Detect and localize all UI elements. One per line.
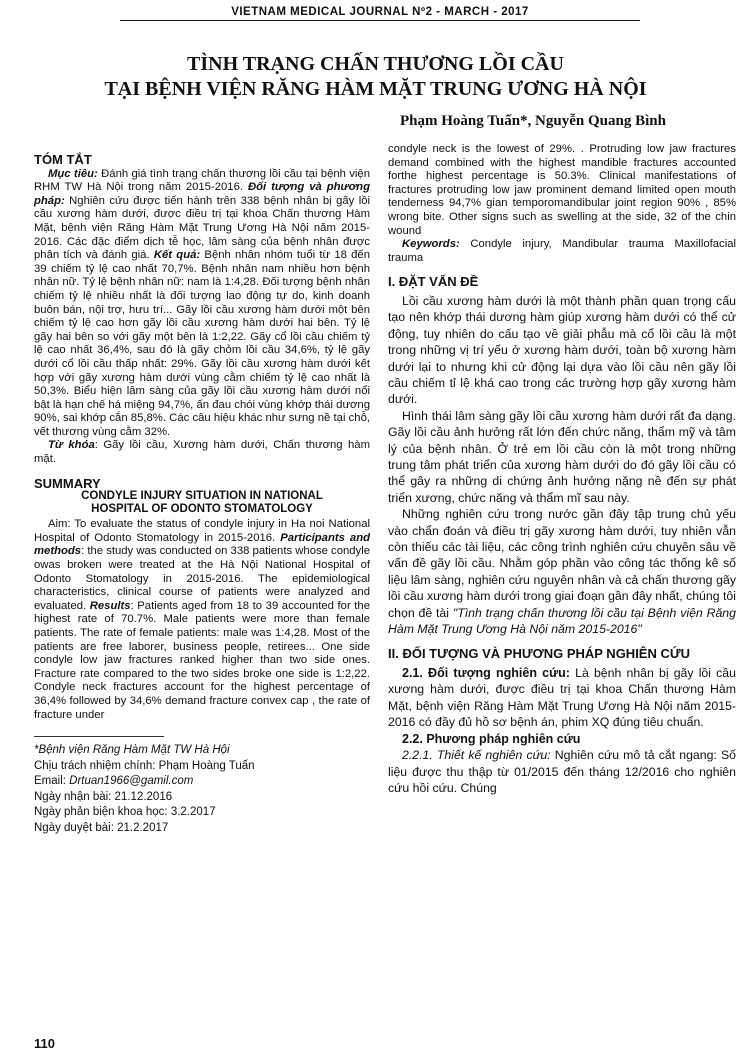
footnote-received: Ngày nhận bài: 21.12.2016 [34, 790, 173, 803]
aim-text: Đánh giá tình trạng chấn thương lồi cầu tại bệnh viện RHM TW Hà Nội trong năm 2015-2016. [34, 167, 370, 194]
footnote-divider [34, 736, 164, 737]
en-results-text: : Patients aged from 18 to 39 accounted for the highest rate of 70.7%. Male patients were more than female patients. The rate of female patients: male was 1:4,28. Most of the patients are free laborer, business people, retirees... One side condyle low jaw fractures ranked higher than two side ones. Fracture rate compared to the two sides broke one side is 1:2,22. Condyle neck fractures account for the highest percentage of 36,4% followed by 34,6% demand fracture convex cap , the rate of fracture under [34, 599, 370, 721]
en-keywords [388, 238, 736, 265]
en-summary-continued: condyle neck is the lowest of 29%. . Protruding low jaw fractures demand combined with the highest mandible fractures accounted forthe highest percentage is 50.3%. Clinical manifestations of fractures protruding low jaw prominent demand limited open mouth tenderness 94,7% gian temporomandibular joint region 90% , 85% wrong bite. Other signs such as swelling at the side, 32 of the chin wound [388, 143, 736, 237]
authors: Phạm Hoàng Tuấn*, Nguyễn Quang Bình [400, 113, 666, 129]
vn-keywords [34, 439, 370, 466]
title-line-2: TẠI BỆNH VIỆN RĂNG HÀM MẶT TRUNG ƯƠNG HÀ NỘI [104, 78, 647, 100]
email-address: Drtuan1966@gamil.com [69, 775, 194, 788]
vn-keywords-text: : Gãy lồi cầu, Xương hàm dưới, Chấn thương hàm mặt. [34, 439, 370, 466]
right-column [388, 143, 736, 796]
subsection-2-1-label: 2.1. Đối tượng nghiên cứu: [402, 666, 570, 681]
subsection-2-2-1-text: Nghiên cứu mô tả cắt ngang: Số liệu được thu thập từ 01/2015 đến tháng 12/2016 cho nghiên cứu hồi cứu. Chúng [388, 748, 736, 795]
summary-subtitle [34, 490, 370, 516]
footnote-reviewed: Ngày phản biện khoa học: 3.2.2017 [34, 806, 216, 819]
methods-body [388, 665, 736, 796]
en-keywords-text: Condyle injury, Mandibular trauma Maxillofacial trauma [388, 238, 736, 264]
study-title-quote: "Tình trạng chấn thương lồi cầu tại Bệnh viện Răng Hàm Mặt Trung Ương Hà Nội năm 2015-2016" [388, 605, 736, 637]
participants-label: Participants and methods [34, 531, 370, 558]
methods-label: Đối tượng và phương pháp: [34, 181, 370, 207]
subsection-2-1 [388, 665, 736, 731]
title-line-1: TÌNH TRẠNG CHẤN THƯƠNG LỒI CẦU [187, 53, 564, 75]
results-label: Kết quả: [153, 249, 201, 262]
summary-subtitle-line-2: HOSPITAL OF ODONTO STOMATOLOGY [91, 503, 313, 516]
journal-header: VIETNAM MEDICAL JOURNAL Nº2 - MARCH - 2017 [120, 6, 640, 21]
footnote-affiliation: *Bệnh viện Răng Hàm Mặt TW Hà Hội [34, 744, 230, 757]
intro-paragraph-1: Lồi cầu xương hàm dưới là một thành phần quan trọng cấu tạo nên khớp thái dương hàm giúp xương hàm dưới có thể cử động, tuy nhiên do cấu tạo về giải phẫu mà cổ lồi cầu là một trong những vị trí yếu ở xương hàm dưới, toàn bộ xương hàm dưới lại to nhưng khi cử động lại dựa vào lồi cầu nên gãy lồi cầu chiếm tỉ lệ khá cao trong các trường hợp gãy xương hàm dưới. [388, 293, 736, 407]
section-1-heading: I. ĐẶT VẤN ĐỀ [388, 274, 479, 290]
section-2-heading: II. ĐỐI TƯỢNG VÀ PHƯƠNG PHÁP NGHIÊN CỨU [388, 646, 691, 662]
summary-subtitle-line-1: CONDYLE INJURY SITUATION IN NATIONAL [81, 490, 323, 503]
aim-label: Mục tiêu: [48, 167, 98, 180]
footnote [34, 743, 370, 836]
en-summary-body [34, 518, 370, 722]
email-label: Email: [34, 775, 70, 788]
en-aim-text: Aim: To evaluate the status of condyle injury in Ha noi National Hospital of Odonto Stomatology in 2015-2016. [34, 518, 370, 544]
vn-keywords-label: Từ khóa [48, 439, 95, 452]
left-column [34, 143, 370, 836]
vn-abstract-body [34, 168, 370, 440]
en-keywords-label: Keywords: [402, 238, 460, 251]
subsection-2-2-1-label: 2.2.1. Thiết kế nghiên cứu: [402, 748, 551, 763]
intro-paragraph-3-text: Những nghiên cứu trong nước gần đây tập trung chủ yếu vào chẩn đoán và điều trị gãy xương hàm dưới, tuy nhiên vẫn còn thiếu các tài liệu, các công trình nghiên cứu chuyên sâu về vấn đề gãy lồi cầu. Nhằm góp phần vào công tác thống kê số liệu lâm sàng, nghiên cứu nguyên nhân và cả chấn thương gãy lồi cầu xương hàm dưới trong giai đoạn gần đây nhất, chúng tôi chọn đề tài [388, 507, 736, 620]
summary-heading: SUMMARY [34, 475, 101, 491]
en-results-label: Results [89, 599, 131, 612]
footnote-approved: Ngày duyệt bài: 21.2.2017 [34, 821, 169, 834]
footnote-email [34, 774, 370, 790]
results-text: Bệnh nhân nhóm tuổi từ 18 đến 39 chiếm tỷ lệ cao nhất 70,7%. Bệnh nhân nam nhiều hơn bệnh nhân nữ. Tỷ lệ bệnh nhân nữ: nam là 1:4,28. Đối tượng bệnh nhân chiếm tỷ lệ nhiều nhất là đối tượng lao động tự do, kinh doanh buôn bán, nội trợ, hưu trí... Gãy lồi cầu xương hàm dưới một bên chiếm tỷ lệ cao hơn gãy lồi cầu xương hàm dưới hai bên. Tỷ lệ gãy hai bên so với gãy một bên là 1:2,22. Gãy cổ lồi cầu chiếm tỷ lệ cao nhất 36,4%, sau đó là gãy chỏm lồi cầu 34,6%, tỷ lệ gãy dưới cổ lồi cầu thấp nhất: 29%. Gãy lồi cầu xương hàm dưới kết hợp với gãy xương hàm dưới vùng cằm chiếm tỷ lệ cao nhất là 50,3%. Biểu hiện lâm sàng của gãy lồi cầu xương hàm dưới nổi bật là hạn chế há miệng 94,7%, ấn đau chói vùng khớp thái dương 90%, sai khớp cắn 85,8%. Các câu hiệu khác như sưng nề tại chỗ, vết thương vùng cằm 32%. [34, 249, 370, 438]
vn-abstract-heading: TÓM TẮT [34, 152, 92, 167]
page-number: 110 [34, 1036, 55, 1051]
intro-paragraph-3 [388, 506, 736, 637]
subsection-2-1-text: Là bệnh nhân bị gãy lồi cầu xương hàm dưới, được điều trị tại khoa Chấn thương Hàm Mặt, bệnh viện Răng Hàm Mặt Trung Ương Hà Nội năm 2015-2016 có đầy đủ hồ sơ bệnh án, phim XQ đúng tiêu chuẩn. [388, 666, 736, 730]
subsection-2-2-1 [388, 747, 736, 796]
footnote-responsible: Chịu trách nhiệm chính: Phạm Hoàng Tuấn [34, 759, 255, 772]
subsection-2-2-heading: 2.2. Phương pháp nghiên cứu [402, 731, 581, 746]
participants-text: : the study was conducted on 338 patients whose condyle owas broken were treated at the Hà Nội National Hospital of Odonto Stomatology in 2015-2016. The epidemiological characteristics, clinical course of patients were analyzed and evaluated. [34, 545, 370, 612]
article-title [0, 52, 751, 102]
introduction-body [388, 293, 736, 638]
methods-text: Nghiên cứu được tiến hành trên 338 bệnh nhân bị gãy lồi cầu xương hàm dưới, được điều trị tại khoa Chấn thương Hàm Mặt, bệnh viện Răng Hàm Mặt Trung Ương Hà Nội năm 2015-2016. Các đặc điểm dịch tễ học, lâm sàng của bệnh nhân được phân tích và đánh giá. [34, 194, 370, 262]
intro-paragraph-2: Hình thái lâm sàng gãy lồi cầu xương hàm dưới rất đa dạng. Gãy lồi cầu ảnh hưởng rất lớn đến chức năng, thẩm mỹ và tâm lý của bệnh nhân. Ở trẻ em lồi cầu còn là một trong những trung tâm phát triển của xương hàm dưới do đó gãy lồi cầu có thể gây ra những di chứng ảnh hưởng nặng nề đến sự phát triển xương, chức năng và thẩm mĩ sau này. [388, 408, 736, 505]
